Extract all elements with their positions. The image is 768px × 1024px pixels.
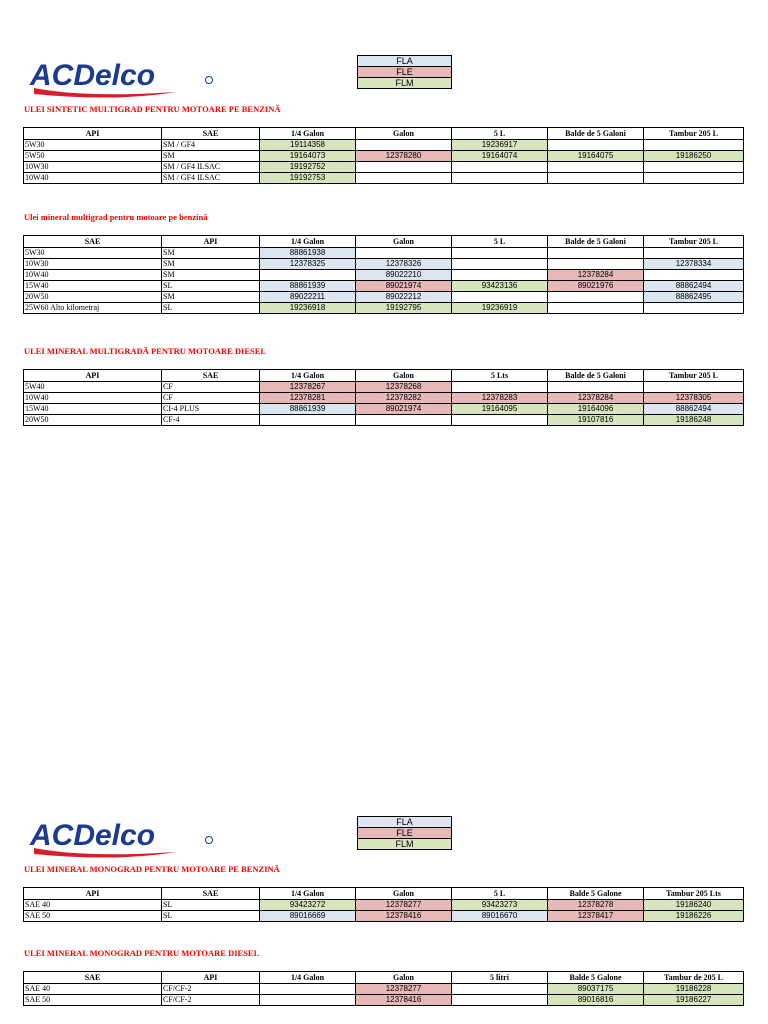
table-row [24, 900, 744, 911]
part-number-cell: 89021974 [356, 281, 452, 292]
product-table [23, 235, 744, 314]
spec-cell: SAE 40 [24, 900, 162, 911]
svg-text:ACDelco: ACDelco [30, 819, 156, 852]
spec-cell: 20W50 [24, 292, 162, 303]
part-number-cell: 12378325 [260, 259, 356, 270]
column-header: 1/4 Galon [260, 888, 356, 900]
part-number-cell [644, 270, 744, 281]
spec-cell: 15W40 [24, 281, 162, 292]
column-header: Tambur 205 Lts [644, 888, 744, 900]
part-number-cell [452, 173, 548, 184]
part-number-cell: 19164096 [548, 404, 644, 415]
part-number-cell: 12378284 [548, 270, 644, 281]
spec-cell: SM [162, 248, 260, 259]
legend-flm: FLM [358, 839, 452, 850]
table-header-row [24, 236, 744, 248]
spec-cell: SM / GF4 ILSAC [162, 173, 260, 184]
part-number-cell [644, 140, 744, 151]
part-number-cell [452, 292, 548, 303]
legend-fle: FLE [358, 67, 452, 78]
part-number-cell [644, 162, 744, 173]
column-header: Galon [356, 370, 452, 382]
spec-cell: SM [162, 292, 260, 303]
part-number-cell [548, 140, 644, 151]
product-table [23, 127, 744, 184]
table-row [24, 404, 744, 415]
part-number-cell: 19186248 [644, 415, 744, 426]
part-number-cell [356, 248, 452, 259]
column-header: SAE [24, 972, 162, 984]
table-row [24, 173, 744, 184]
part-number-cell [644, 248, 744, 259]
part-number-cell: 12378277 [356, 900, 452, 911]
part-number-cell: 19164075 [548, 151, 644, 162]
part-number-cell: 19186250 [644, 151, 744, 162]
section-heading: ULEI MINERAL MONOGRAD PENTRU MOTOARE PE BENZINĂ [24, 864, 280, 874]
column-header: 5 litri [452, 972, 548, 984]
column-header: 5 L [452, 888, 548, 900]
part-number-cell [452, 995, 548, 1006]
spec-cell: SM [162, 259, 260, 270]
spec-cell: SM [162, 151, 260, 162]
spec-cell: 20W50 [24, 415, 162, 426]
column-header: 5 L [452, 128, 548, 140]
part-number-cell: 12378284 [548, 393, 644, 404]
spec-cell: 10W40 [24, 173, 162, 184]
column-header: Balde 5 Galone [548, 972, 644, 984]
part-number-cell [548, 303, 644, 314]
table-row [24, 911, 744, 922]
part-number-cell [644, 173, 744, 184]
column-header: 1/4 Galon [260, 972, 356, 984]
column-header: 1/4 Galon [260, 128, 356, 140]
part-number-cell [356, 162, 452, 173]
column-header: Galon [356, 972, 452, 984]
part-number-cell: 89022210 [356, 270, 452, 281]
column-header: SAE [162, 128, 260, 140]
part-number-cell: 19192795 [356, 303, 452, 314]
part-number-cell: 19186226 [644, 911, 744, 922]
legend-fla: FLA [358, 56, 452, 67]
part-number-cell: 19186227 [644, 995, 744, 1006]
spec-cell: CF/CF-2 [162, 984, 260, 995]
column-header: API [24, 128, 162, 140]
part-number-cell: 88862495 [644, 292, 744, 303]
table-row [24, 415, 744, 426]
acdelco-logo [26, 58, 216, 100]
table-row [24, 270, 744, 281]
table-header-row [24, 370, 744, 382]
section-heading: Ulei mineral multigrad pentru motoare pe benzină [24, 212, 208, 222]
part-number-cell [548, 248, 644, 259]
table-row [24, 140, 744, 151]
table-row [24, 292, 744, 303]
part-number-cell: 19164073 [260, 151, 356, 162]
table-row [24, 382, 744, 393]
column-header: Balde de 5 Galoni [548, 128, 644, 140]
table-row [24, 248, 744, 259]
spec-cell: CF [162, 382, 260, 393]
section-heading: ULEI MINERAL MONOGRAD PENTRU MOTOARE DIESEL [24, 948, 260, 958]
part-number-cell [356, 140, 452, 151]
part-number-cell [548, 162, 644, 173]
table-row [24, 151, 744, 162]
spec-cell: 10W30 [24, 259, 162, 270]
part-number-cell: 89021974 [356, 404, 452, 415]
color-legend [357, 816, 452, 850]
part-number-cell: 19236919 [452, 303, 548, 314]
part-number-cell: 19192753 [260, 173, 356, 184]
column-header: Tambur 205 L [644, 128, 744, 140]
column-header: 5 L [452, 236, 548, 248]
spec-cell: SM [162, 270, 260, 281]
part-number-cell: 89022212 [356, 292, 452, 303]
part-number-cell: 12378416 [356, 911, 452, 922]
product-table [23, 887, 744, 922]
table-header-row [24, 888, 744, 900]
spec-cell: SL [162, 900, 260, 911]
part-number-cell: 89022211 [260, 292, 356, 303]
spec-cell: CF/CF-2 [162, 995, 260, 1006]
column-header: SAE [24, 236, 162, 248]
part-number-cell: 19186228 [644, 984, 744, 995]
part-number-cell [260, 270, 356, 281]
column-header: API [24, 370, 162, 382]
spec-cell: SL [162, 303, 260, 314]
part-number-cell: 12378267 [260, 382, 356, 393]
column-header: API [24, 888, 162, 900]
spec-cell: 5W40 [24, 382, 162, 393]
spec-cell: CI-4 PLUS [162, 404, 260, 415]
part-number-cell: 88862494 [644, 404, 744, 415]
column-header: Tambur de 205 L [644, 972, 744, 984]
part-number-cell [452, 162, 548, 173]
column-header: API [162, 236, 260, 248]
column-header: 1/4 Galon [260, 370, 356, 382]
table-row [24, 984, 744, 995]
column-header: 5 Lts [452, 370, 548, 382]
acdelco-logo [26, 818, 216, 860]
table-header-row [24, 128, 744, 140]
spec-cell: CF-4 [162, 415, 260, 426]
part-number-cell [356, 415, 452, 426]
svg-text:ACDelco: ACDelco [30, 59, 156, 92]
color-legend [357, 55, 452, 89]
part-number-cell [548, 173, 644, 184]
part-number-cell: 88861939 [260, 281, 356, 292]
part-number-cell [260, 995, 356, 1006]
part-number-cell: 88861939 [260, 404, 356, 415]
table-row [24, 281, 744, 292]
part-number-cell: 12378326 [356, 259, 452, 270]
section-heading: ULEI SINTETIC MULTIGRAD PENTRU MOTOARE PE BENZINĂ [24, 104, 281, 114]
part-number-cell [260, 415, 356, 426]
part-number-cell: 19186240 [644, 900, 744, 911]
part-number-cell [452, 382, 548, 393]
part-number-cell: 19164074 [452, 151, 548, 162]
spec-cell: CF [162, 393, 260, 404]
spec-cell: 10W40 [24, 393, 162, 404]
legend-fla: FLA [358, 817, 452, 828]
column-header: Galon [356, 236, 452, 248]
part-number-cell: 93423272 [260, 900, 356, 911]
part-number-cell: 19236918 [260, 303, 356, 314]
column-header: API [162, 972, 260, 984]
part-number-cell: 12378278 [548, 900, 644, 911]
column-header: Balde 5 Galone [548, 888, 644, 900]
part-number-cell [260, 984, 356, 995]
part-number-cell: 19192752 [260, 162, 356, 173]
column-header: Balde de 5 Galoni [548, 370, 644, 382]
spec-cell: SL [162, 281, 260, 292]
part-number-cell: 12378417 [548, 911, 644, 922]
table-row [24, 995, 744, 1006]
table-row [24, 259, 744, 270]
product-table [23, 369, 744, 426]
part-number-cell: 12378282 [356, 393, 452, 404]
part-number-cell: 12378416 [356, 995, 452, 1006]
column-header: Balde de 5 Galoni [548, 236, 644, 248]
spec-cell: SAE 50 [24, 995, 162, 1006]
part-number-cell [644, 303, 744, 314]
part-number-cell: 12378281 [260, 393, 356, 404]
spec-cell: 10W30 [24, 162, 162, 173]
part-number-cell [548, 382, 644, 393]
spec-cell: SL [162, 911, 260, 922]
part-number-cell: 12378305 [644, 393, 744, 404]
part-number-cell: 12378268 [356, 382, 452, 393]
product-table [23, 971, 744, 1006]
part-number-cell: 19164095 [452, 404, 548, 415]
part-number-cell [452, 984, 548, 995]
part-number-cell: 12378334 [644, 259, 744, 270]
legend-flm: FLM [358, 78, 452, 89]
column-header: Tambur 205 L [644, 370, 744, 382]
spec-cell: 5W30 [24, 140, 162, 151]
part-number-cell [548, 292, 644, 303]
spec-cell: 5W30 [24, 248, 162, 259]
part-number-cell: 89037175 [548, 984, 644, 995]
column-header: 1/4 Galon [260, 236, 356, 248]
spec-cell: 5W50 [24, 151, 162, 162]
spec-cell: SAE 50 [24, 911, 162, 922]
column-header: Galon [356, 128, 452, 140]
table-header-row [24, 972, 744, 984]
part-number-cell: 89016816 [548, 995, 644, 1006]
part-number-cell [452, 270, 548, 281]
part-number-cell: 12378283 [452, 393, 548, 404]
column-header: Tambur 205 L [644, 236, 744, 248]
part-number-cell [452, 259, 548, 270]
spec-cell: 10W40 [24, 270, 162, 281]
part-number-cell: 93423273 [452, 900, 548, 911]
column-header: SAE [162, 888, 260, 900]
part-number-cell [644, 382, 744, 393]
spec-cell: SM / GF4 [162, 140, 260, 151]
spec-cell: 25W60 Alto kilometraj [24, 303, 162, 314]
part-number-cell [548, 259, 644, 270]
table-row [24, 303, 744, 314]
part-number-cell [356, 173, 452, 184]
column-header: Galon [356, 888, 452, 900]
section-heading: ULEI MINERAL MULTIGRADĂ PENTRU MOTOARE DIESEL [24, 346, 267, 356]
part-number-cell: 12378280 [356, 151, 452, 162]
spec-cell: SAE 40 [24, 984, 162, 995]
part-number-cell [452, 248, 548, 259]
part-number-cell: 19236917 [452, 140, 548, 151]
table-row [24, 162, 744, 173]
part-number-cell: 88861938 [260, 248, 356, 259]
part-number-cell: 12378277 [356, 984, 452, 995]
column-header: SAE [162, 370, 260, 382]
table-row [24, 393, 744, 404]
spec-cell: SM / GF4 ILSAC [162, 162, 260, 173]
part-number-cell: 93423136 [452, 281, 548, 292]
part-number-cell: 88862494 [644, 281, 744, 292]
part-number-cell: 19114358 [260, 140, 356, 151]
part-number-cell: 19107816 [548, 415, 644, 426]
legend-fle: FLE [358, 828, 452, 839]
part-number-cell: 89016669 [260, 911, 356, 922]
part-number-cell: 89021976 [548, 281, 644, 292]
part-number-cell: 89016670 [452, 911, 548, 922]
part-number-cell [452, 415, 548, 426]
spec-cell: 15W40 [24, 404, 162, 415]
